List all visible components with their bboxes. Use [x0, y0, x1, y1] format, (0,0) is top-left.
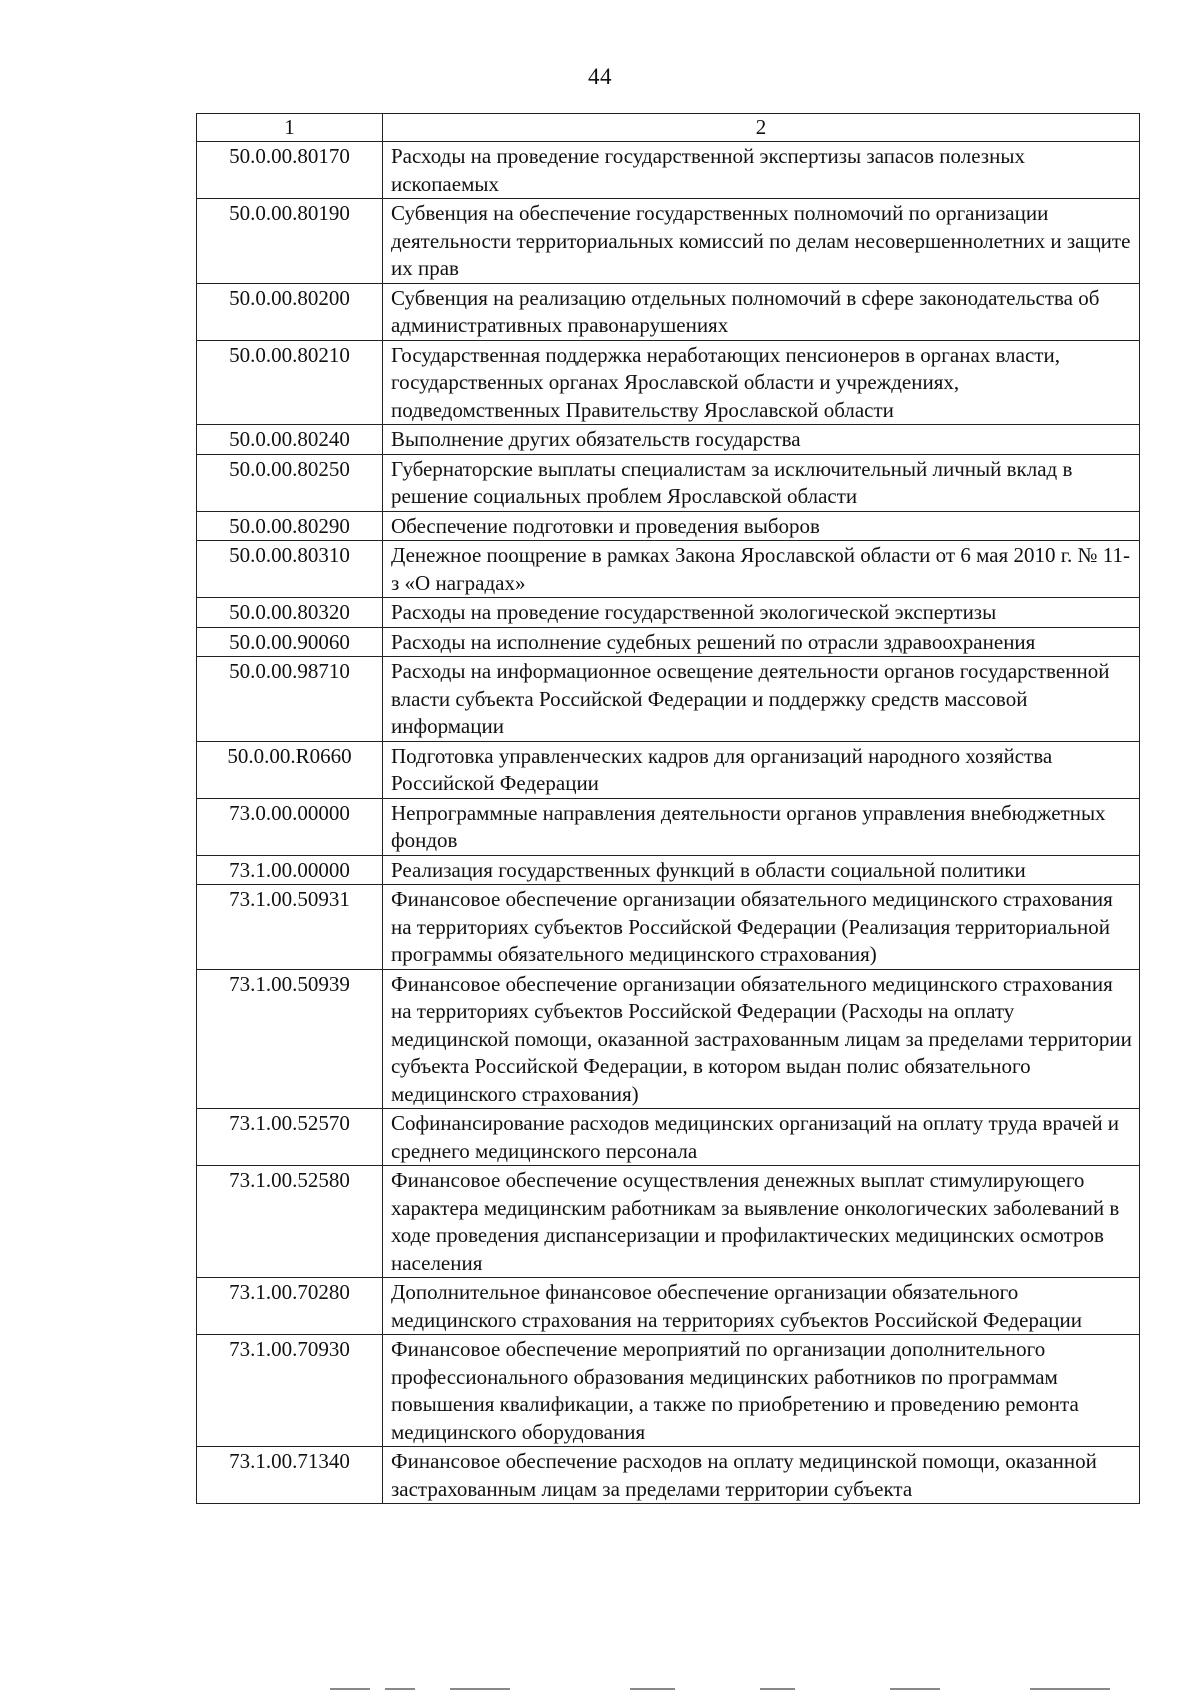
- row-description-cell: Субвенция на реализацию отдельных полномочий в сфере законодательства об административных правонарушениях: [383, 283, 1140, 340]
- row-description-cell: Расходы на проведение государственной экологической экспертизы: [383, 598, 1140, 628]
- row-description-cell: Обеспечение подготовки и проведения выборов: [383, 511, 1140, 541]
- table-row: [197, 142, 1140, 199]
- column-header-1: 1: [197, 114, 383, 142]
- row-description-cell: Реализация государственных функций в области социальной политики: [383, 855, 1140, 885]
- row-code-cell: 50.0.00.80240: [197, 425, 383, 455]
- row-description-cell: Финансовое обеспечение организации обязательного медицинского страхования на территориях субъектов Российской Федерации (Расходы на оплату медицинской помощи, оказанной застрахованным лицам за пределами территории субъекта Российской Федерации, в котором выдан полис обязательного медицинского страхования): [383, 969, 1140, 1109]
- table-row: [197, 1166, 1140, 1278]
- row-code-cell: 50.0.00.90060: [197, 627, 383, 657]
- table-row: [197, 657, 1140, 742]
- row-description-cell: Финансовое обеспечение расходов на оплату медицинской помощи, оказанной застрахованным лицам за пределами территории субъекта: [383, 1447, 1140, 1504]
- table-row: [197, 283, 1140, 340]
- table-row: [197, 741, 1140, 798]
- table-row: [197, 425, 1140, 455]
- column-header-2: 2: [383, 114, 1140, 142]
- table-row: [197, 798, 1140, 855]
- table-row: [197, 598, 1140, 628]
- table-row: [197, 855, 1140, 885]
- table-row: [197, 1278, 1140, 1335]
- table-row: [197, 1335, 1140, 1447]
- table-header-row: [197, 114, 1140, 142]
- table-row: [197, 1109, 1140, 1166]
- row-code-cell: 73.0.00.00000: [197, 798, 383, 855]
- budget-classification-table: [196, 113, 1140, 1504]
- table-row: [197, 885, 1140, 970]
- row-description-cell: Дополнительное финансовое обеспечение организации обязательного медицинского страхования на территориях субъектов Российской Федерации: [383, 1278, 1140, 1335]
- table-row: [197, 340, 1140, 425]
- row-code-cell: 73.1.00.70930: [197, 1335, 383, 1447]
- scan-artifact: [330, 1688, 1190, 1692]
- table-row: [197, 627, 1140, 657]
- row-description-cell: Расходы на проведение государственной экспертизы запасов полезных ископаемых: [383, 142, 1140, 199]
- table-row: [197, 541, 1140, 598]
- row-description-cell: Подготовка управленческих кадров для организаций народного хозяйства Российской Федерации: [383, 741, 1140, 798]
- row-code-cell: 73.1.00.50931: [197, 885, 383, 970]
- row-code-cell: 50.0.00.80290: [197, 511, 383, 541]
- row-description-cell: Денежное поощрение в рамках Закона Ярославской области от 6 мая 2010 г. № 11-з «О наградах»: [383, 541, 1140, 598]
- row-description-cell: Расходы на информационное освещение деятельности органов государственной власти субъекта Российской Федерации и поддержку средств массовой информации: [383, 657, 1140, 742]
- row-description-cell: Государственная поддержка неработающих пенсионеров в органах власти, государственных органах Ярославской области и учреждениях, подведомственных Правительству Ярославской области: [383, 340, 1140, 425]
- row-code-cell: 50.0.00.80170: [197, 142, 383, 199]
- table-row: [197, 1447, 1140, 1504]
- row-code-cell: 50.0.00.80200: [197, 283, 383, 340]
- row-description-cell: Финансовое обеспечение организации обязательного медицинского страхования на территориях субъектов Российской Федерации (Реализация территориальной программы обязательного медицинского страхования): [383, 885, 1140, 970]
- row-description-cell: Губернаторские выплаты специалистам за исключительный личный вклад в решение социальных проблем Ярославской области: [383, 454, 1140, 511]
- row-code-cell: 50.0.00.80320: [197, 598, 383, 628]
- page-number: 44: [588, 64, 612, 89]
- row-code-cell: 50.0.00.80190: [197, 199, 383, 284]
- row-description-cell: Субвенция на обеспечение государственных полномочий по организации деятельности территориальных комиссий по делам несовершеннолетних и защите их прав: [383, 199, 1140, 284]
- table-body: [197, 142, 1140, 1504]
- row-code-cell: 50.0.00.80310: [197, 541, 383, 598]
- table-row: [197, 969, 1140, 1109]
- row-description-cell: Расходы на исполнение судебных решений по отрасли здравоохранения: [383, 627, 1140, 657]
- row-code-cell: 50.0.00.R0660: [197, 741, 383, 798]
- row-description-cell: Непрограммные направления деятельности органов управления внебюджетных фондов: [383, 798, 1140, 855]
- row-code-cell: 50.0.00.98710: [197, 657, 383, 742]
- row-description-cell: Финансовое обеспечение осуществления денежных выплат стимулирующего характера медицинским работникам за выявление онкологических заболеваний в ходе проведения диспансеризации и профилактических медицинских осмотров населения: [383, 1166, 1140, 1278]
- row-code-cell: 73.1.00.71340: [197, 1447, 383, 1504]
- row-code-cell: 73.1.00.00000: [197, 855, 383, 885]
- row-code-cell: 73.1.00.52580: [197, 1166, 383, 1278]
- row-code-cell: 50.0.00.80210: [197, 340, 383, 425]
- table-header: [197, 114, 1140, 142]
- row-description-cell: Выполнение других обязательств государства: [383, 425, 1140, 455]
- table-row: [197, 199, 1140, 284]
- row-code-cell: 73.1.00.50939: [197, 969, 383, 1109]
- row-description-cell: Финансовое обеспечение мероприятий по организации дополнительного профессионального образования медицинских работников по программам повышения квалификации, а также по приобретению и проведению ремонта медицинского оборудования: [383, 1335, 1140, 1447]
- row-code-cell: 73.1.00.52570: [197, 1109, 383, 1166]
- row-code-cell: 50.0.00.80250: [197, 454, 383, 511]
- row-description-cell: Софинансирование расходов медицинских организаций на оплату труда врачей и среднего медицинского персонала: [383, 1109, 1140, 1166]
- table-row: [197, 511, 1140, 541]
- table-row: [197, 454, 1140, 511]
- row-code-cell: 73.1.00.70280: [197, 1278, 383, 1335]
